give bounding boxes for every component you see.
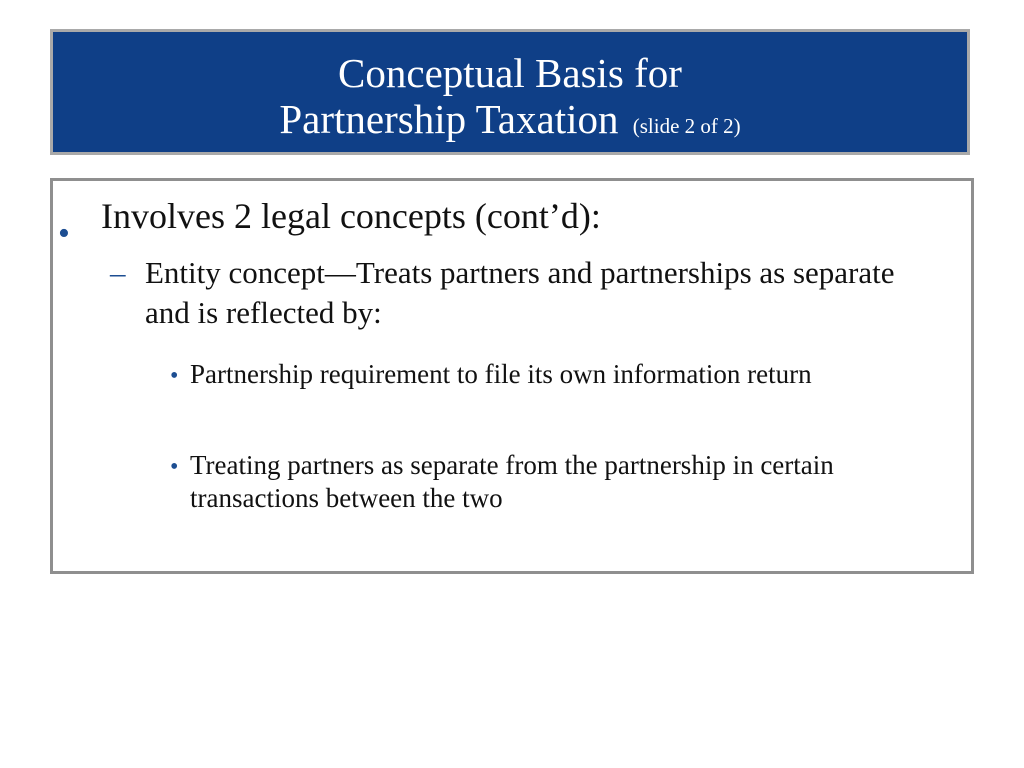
slide-title-box — [50, 29, 970, 155]
slide-title-main: Partnership Taxation — [279, 96, 619, 142]
bullet-marker-level-3-2: • — [170, 454, 179, 480]
bullet-marker-level-1: • — [58, 215, 70, 252]
slide-title-line-1: Conceptual Basis for — [338, 50, 682, 96]
bullet-text-level-3-2: Treating partners as separate from the partnership in certain transactions between the two — [190, 450, 834, 513]
slide-title-line-2 — [53, 96, 967, 149]
bullet-text-level-3-1: Partnership requirement to file its own information return — [190, 359, 812, 389]
bullet-text-level-2: Entity concept—Treats partners and partnerships as separate and is reflected by: — [145, 255, 895, 330]
dash-marker-level-2: – — [110, 255, 126, 290]
bullet-marker-level-3-1: • — [170, 363, 179, 389]
bullet-text-level-1: Involves 2 legal concepts (cont’d): — [101, 196, 601, 236]
slide-title-note: (slide 2 of 2) — [632, 114, 741, 138]
